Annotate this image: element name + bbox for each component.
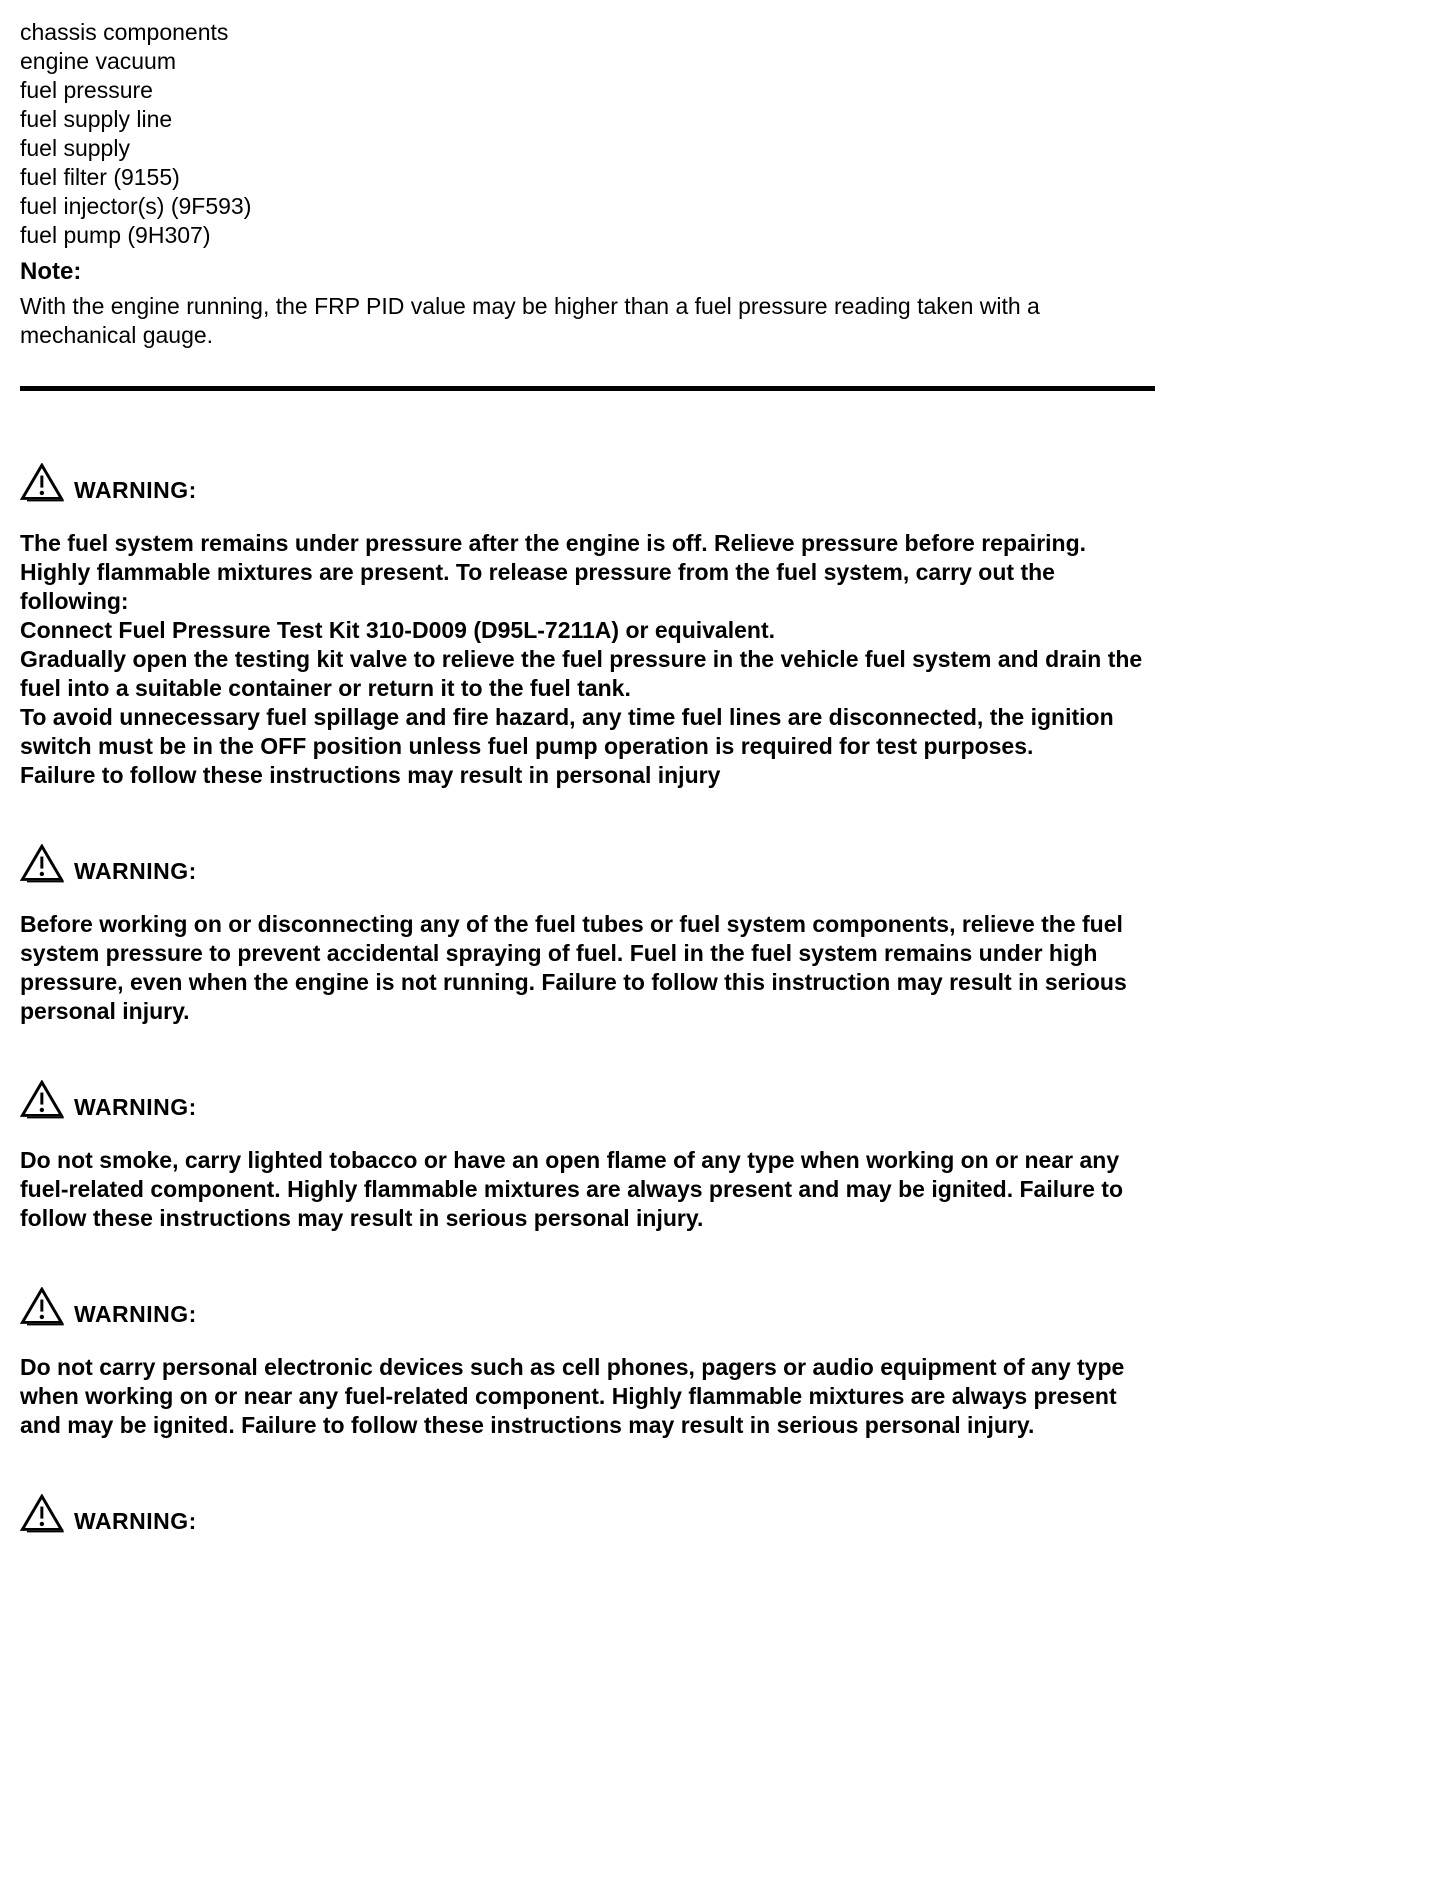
warning-section [20, 1080, 1155, 1233]
warning-header [20, 844, 1155, 884]
list-item: fuel supply [20, 135, 130, 161]
document-content [20, 18, 1155, 1534]
warning-paragraph: To avoid unnecessary fuel spillage and fire hazard, any time fuel lines are disconnected, the ignition switch must be in the OFF position unless fuel pump operation is required for test purposes. [20, 704, 1114, 759]
warning-body [20, 529, 1155, 790]
list-item: fuel pressure [20, 77, 153, 103]
warning-triangle-icon [20, 463, 66, 503]
warning-paragraph: Do not carry personal electronic devices such as cell phones, pagers or audio equipment of any type when working on or near any fuel-related component. Highly flammable mixtures are always present and may be ignited. Failure to follow these instructions may result in serious personal injury. [20, 1354, 1125, 1438]
warning-paragraph: Failure to follow these instructions may result in personal injury [20, 762, 721, 788]
warning-triangle-icon [20, 1287, 66, 1327]
list-item: engine vacuum [20, 48, 176, 74]
warning-label: WARNING: [74, 1508, 197, 1534]
list-item: fuel pump (9H307) [20, 222, 211, 248]
list-item: fuel supply line [20, 106, 173, 132]
warning-body [20, 1146, 1155, 1233]
warning-section [20, 463, 1155, 790]
warning-body [20, 910, 1155, 1026]
warning-paragraph: Gradually open the testing kit valve to relieve the fuel pressure in the vehicle fuel system and drain the fuel into a suitable container or return it to the fuel tank. [20, 646, 1143, 701]
warning-triangle-icon [20, 1080, 66, 1120]
list-item: fuel injector(s) (9F593) [20, 193, 252, 219]
note-label: Note: [20, 258, 82, 285]
warning-paragraph: Before working on or disconnecting any of the fuel tubes or fuel system components, relieve the fuel system pressure to prevent accidental spraying of fuel. Fuel in the fuel system remains under high pressure, even when the engine is not running. Failure to follow this instruction may result in serious personal injury. [20, 911, 1127, 1024]
warning-body [20, 1353, 1155, 1440]
warning-label: WARNING: [74, 477, 197, 503]
warning-section [20, 1494, 1155, 1534]
section-divider [20, 386, 1155, 391]
warning-paragraph: The fuel system remains under pressure after the engine is off. Relieve pressure before repairing. Highly flammable mixtures are present. To release pressure from the fuel system, carry out the following: [20, 530, 1087, 614]
list-item: fuel filter (9155) [20, 164, 180, 190]
warning-label: WARNING: [74, 1301, 197, 1327]
warning-header [20, 1287, 1155, 1327]
component-list [20, 18, 1155, 250]
list-item: chassis components [20, 19, 229, 45]
warning-section [20, 1287, 1155, 1440]
warning-header [20, 1080, 1155, 1120]
warning-header [20, 463, 1155, 503]
warning-paragraph: Connect Fuel Pressure Test Kit 310-D009 (D95L-7211A) or equivalent. [20, 617, 775, 643]
warning-header [20, 1494, 1155, 1534]
warning-paragraph: Do not smoke, carry lighted tobacco or have an open flame of any type when working on or near any fuel-related component. Highly flammable mixtures are always present and may be ignited. Failure to follow these instructions may result in serious personal injury. [20, 1147, 1124, 1231]
warning-triangle-icon [20, 1494, 66, 1534]
warning-label: WARNING: [74, 858, 197, 884]
note-text: With the engine running, the FRP PID value may be higher than a fuel pressure reading taken with a mechanical gauge. [20, 293, 1040, 348]
warning-section [20, 844, 1155, 1026]
warning-label: WARNING: [74, 1094, 197, 1120]
warning-triangle-icon [20, 844, 66, 884]
